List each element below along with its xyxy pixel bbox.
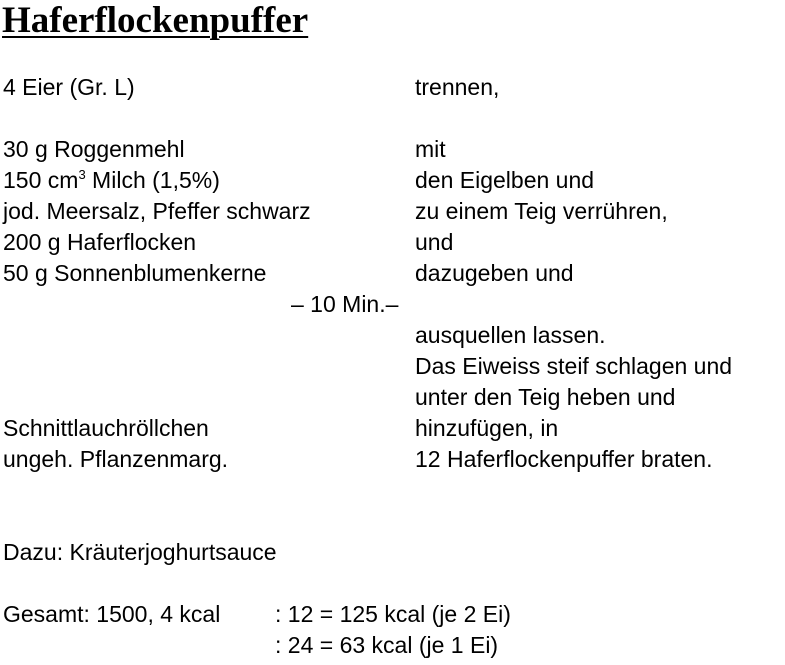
step-stir: zu einem Teig verrühren, (415, 198, 668, 224)
ingredient-eggs: 4 Eier (Gr. L) (3, 74, 135, 100)
ingredient-flour: 30 g Roggenmehl (3, 136, 185, 162)
serving-suggestion: Dazu: Kräuterjoghurtsauce (3, 539, 277, 565)
ingredient-margarine: ungeh. Pflanzenmarg. (3, 446, 229, 472)
step-separate: trennen, (415, 74, 500, 100)
step-fry: 12 Haferflockenpuffer braten. (415, 446, 713, 472)
step-with: mit (415, 136, 446, 162)
calories-per-1-egg: : 24 = 63 kcal (je 1 Ei) (275, 632, 499, 658)
ingredient-milk (3, 165, 220, 196)
milk-unit-superscript: 3 (78, 167, 86, 182)
step-add: dazugeben und (415, 260, 574, 286)
step-yolks: den Eigelben und (415, 167, 595, 193)
ingredient-salt-pepper: jod. Meersalz, Pfeffer schwarz (3, 198, 311, 224)
ingredient-oats: 200 g Haferflocken (3, 229, 197, 255)
step-swell: ausquellen lassen. (415, 322, 606, 348)
calories-per-2-eggs: : 12 = 125 kcal (je 2 Ei) (275, 601, 511, 627)
step-and: und (415, 229, 454, 255)
recipe-title: Haferflockenpuffer (2, 0, 309, 41)
milk-amount: 150 cm (3, 167, 79, 193)
step-add-in: hinzufügen, in (415, 415, 559, 441)
rest-time: – 10 Min.– (291, 291, 399, 317)
ingredient-seeds: 50 g Sonnenblumenkerne (3, 260, 267, 286)
total-calories-label: Gesamt: 1500, 4 kcal (3, 601, 221, 627)
ingredient-chives: Schnittlauchröllchen (3, 415, 209, 441)
step-fold-in: unter den Teig heben und (415, 384, 676, 410)
milk-name: Milch (1,5%) (85, 167, 220, 193)
step-beat-whites: Das Eiweiss steif schlagen und (415, 353, 733, 379)
